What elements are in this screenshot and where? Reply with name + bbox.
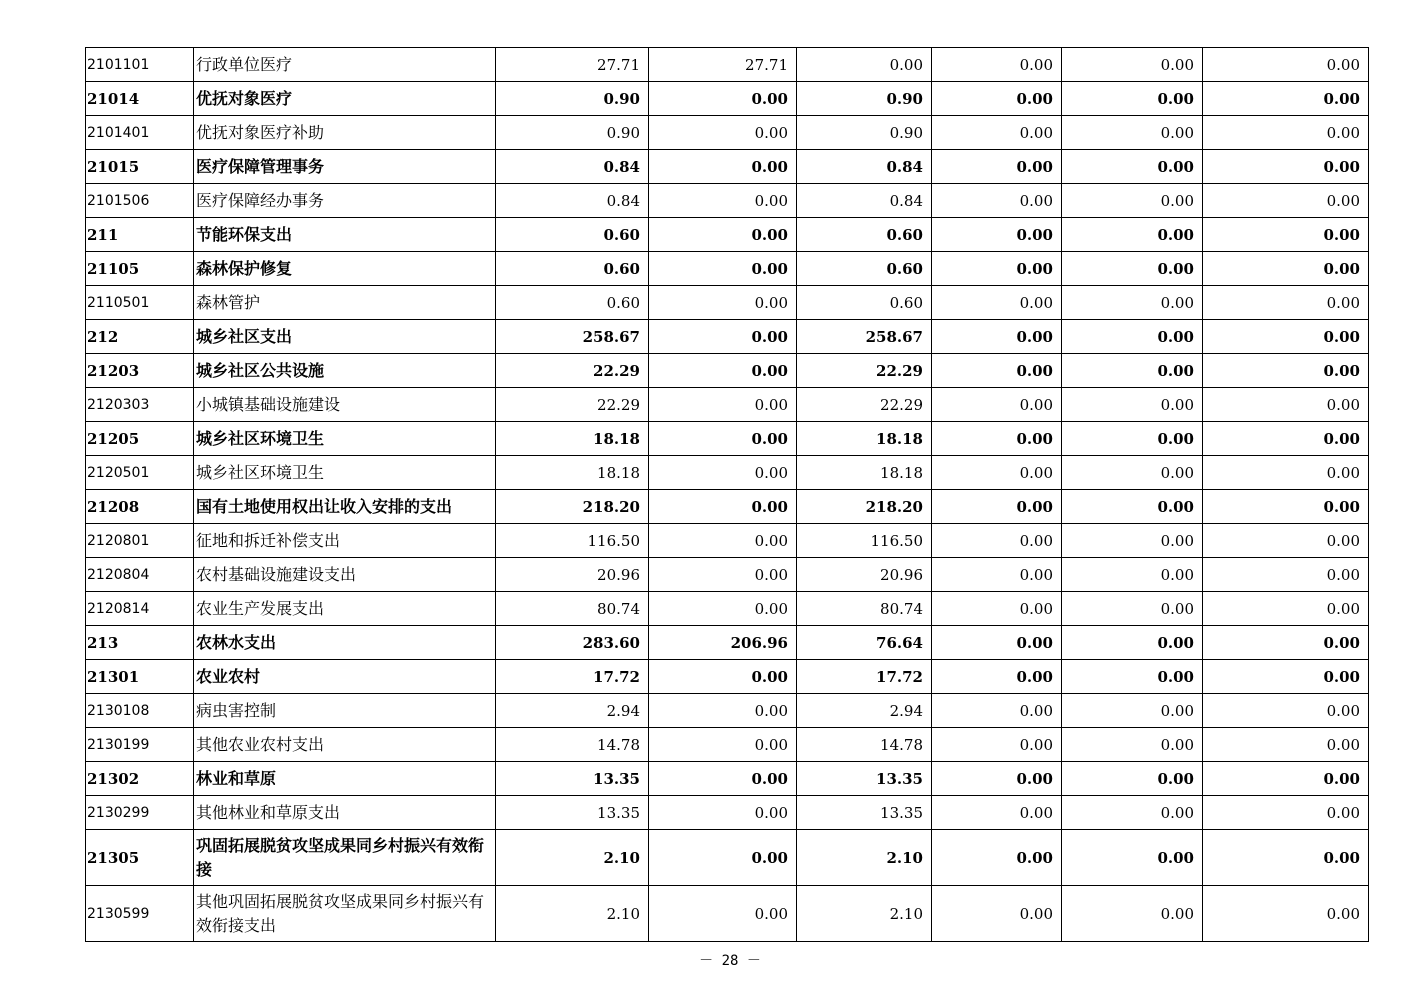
table-row: [86, 320, 1369, 354]
amount-cell: 2.10: [797, 830, 932, 886]
subject-code-cell: 2110501: [86, 286, 194, 320]
amount-cell: 0.84: [496, 184, 649, 218]
amount-cell: 0.00: [1203, 48, 1369, 82]
table-row: [86, 830, 1369, 886]
table-row: [86, 796, 1369, 830]
subject-code-cell: 213: [86, 626, 194, 660]
subject-code-cell: 21302: [86, 762, 194, 796]
amount-cell: 0.00: [932, 524, 1062, 558]
subject-name-cell: 农林水支出: [194, 626, 496, 660]
amount-cell: 0.00: [649, 184, 797, 218]
amount-cell: 0.00: [649, 524, 797, 558]
subject-code-cell: 21208: [86, 490, 194, 524]
amount-cell: 0.00: [932, 694, 1062, 728]
amount-cell: 22.29: [797, 354, 932, 388]
table-row: [86, 660, 1369, 694]
subject-name-cell: 城乡社区支出: [194, 320, 496, 354]
amount-cell: 0.00: [649, 762, 797, 796]
amount-cell: 0.00: [649, 82, 797, 116]
amount-cell: 0.00: [932, 796, 1062, 830]
amount-cell: 0.00: [1062, 82, 1203, 116]
subject-name-cell: 农业生产发展支出: [194, 592, 496, 626]
amount-cell: 0.00: [932, 218, 1062, 252]
subject-code-cell: 2101101: [86, 48, 194, 82]
amount-cell: 0.00: [649, 388, 797, 422]
amount-cell: 0.60: [797, 218, 932, 252]
amount-cell: 27.71: [649, 48, 797, 82]
amount-cell: 0.00: [1203, 422, 1369, 456]
table-row: [86, 422, 1369, 456]
amount-cell: 0.00: [932, 592, 1062, 626]
amount-cell: 0.00: [1062, 626, 1203, 660]
subject-name-cell: 征地和拆迁补偿支出: [194, 524, 496, 558]
subject-code-cell: 2120804: [86, 558, 194, 592]
table-row: [86, 762, 1369, 796]
amount-cell: 0.00: [1062, 694, 1203, 728]
amount-cell: 0.00: [932, 252, 1062, 286]
subject-code-cell: 2120801: [86, 524, 194, 558]
amount-cell: 116.50: [496, 524, 649, 558]
amount-cell: 13.35: [496, 762, 649, 796]
amount-cell: 0.00: [1203, 456, 1369, 490]
amount-cell: 0.00: [1203, 116, 1369, 150]
amount-cell: 0.90: [797, 116, 932, 150]
amount-cell: 0.00: [649, 592, 797, 626]
amount-cell: 0.00: [649, 116, 797, 150]
amount-cell: 0.90: [496, 82, 649, 116]
amount-cell: 0.00: [649, 354, 797, 388]
amount-cell: 0.00: [649, 558, 797, 592]
amount-cell: 0.00: [1203, 558, 1369, 592]
amount-cell: 22.29: [797, 388, 932, 422]
table-row: [86, 456, 1369, 490]
subject-code-cell: 2101401: [86, 116, 194, 150]
subject-code-cell: 21105: [86, 252, 194, 286]
amount-cell: 0.00: [1062, 422, 1203, 456]
subject-name-cell: 其他农业农村支出: [194, 728, 496, 762]
amount-cell: 0.00: [932, 728, 1062, 762]
page-number: － 28 －: [699, 953, 761, 969]
amount-cell: 0.00: [932, 116, 1062, 150]
amount-cell: 0.00: [1062, 218, 1203, 252]
amount-cell: 0.00: [1203, 796, 1369, 830]
amount-cell: 0.00: [1203, 252, 1369, 286]
amount-cell: 0.90: [496, 116, 649, 150]
amount-cell: 0.00: [932, 150, 1062, 184]
subject-name-cell: 农业农村: [194, 660, 496, 694]
amount-cell: 0.00: [1062, 886, 1203, 942]
subject-code-cell: 21305: [86, 830, 194, 886]
table-row: [86, 116, 1369, 150]
subject-name-cell: 其他林业和草原支出: [194, 796, 496, 830]
amount-cell: 0.00: [649, 728, 797, 762]
amount-cell: 0.00: [1062, 320, 1203, 354]
amount-cell: 0.00: [932, 184, 1062, 218]
amount-cell: 0.00: [649, 886, 797, 942]
subject-name-cell: 国有土地使用权出让收入安排的支出: [194, 490, 496, 524]
table-row: [86, 558, 1369, 592]
amount-cell: 80.74: [797, 592, 932, 626]
amount-cell: 17.72: [797, 660, 932, 694]
subject-name-cell: 森林管护: [194, 286, 496, 320]
subject-code-cell: 21015: [86, 150, 194, 184]
subject-name-cell: 医疗保障经办事务: [194, 184, 496, 218]
amount-cell: 0.00: [932, 388, 1062, 422]
amount-cell: 0.00: [932, 82, 1062, 116]
subject-name-cell: 小城镇基础设施建设: [194, 388, 496, 422]
amount-cell: 13.35: [797, 796, 932, 830]
subject-code-cell: 2120814: [86, 592, 194, 626]
amount-cell: 18.18: [797, 422, 932, 456]
amount-cell: 0.00: [1062, 456, 1203, 490]
amount-cell: 76.64: [797, 626, 932, 660]
subject-name-cell: 其他巩固拓展脱贫攻坚成果同乡村振兴有效衔接支出: [194, 886, 496, 942]
table-row: [86, 184, 1369, 218]
amount-cell: 0.60: [496, 252, 649, 286]
table-row: [86, 150, 1369, 184]
amount-cell: 2.10: [496, 830, 649, 886]
subject-code-cell: 2120303: [86, 388, 194, 422]
table-row: [86, 286, 1369, 320]
table-row: [86, 354, 1369, 388]
subject-name-cell: 城乡社区环境卫生: [194, 422, 496, 456]
table-row: [86, 886, 1369, 942]
subject-name-cell: 优抚对象医疗: [194, 82, 496, 116]
subject-name-cell: 节能环保支出: [194, 218, 496, 252]
amount-cell: 0.60: [496, 286, 649, 320]
amount-cell: 0.00: [1203, 830, 1369, 886]
amount-cell: 0.00: [1062, 388, 1203, 422]
amount-cell: 0.00: [649, 218, 797, 252]
amount-cell: 0.00: [1203, 524, 1369, 558]
amount-cell: 0.00: [1062, 592, 1203, 626]
budget-table: [85, 47, 1369, 942]
amount-cell: 283.60: [496, 626, 649, 660]
amount-cell: 258.67: [496, 320, 649, 354]
subject-name-cell: 病虫害控制: [194, 694, 496, 728]
amount-cell: 0.00: [1203, 626, 1369, 660]
subject-code-cell: 21205: [86, 422, 194, 456]
amount-cell: 0.00: [1062, 184, 1203, 218]
amount-cell: 0.00: [1203, 762, 1369, 796]
table-row: [86, 218, 1369, 252]
amount-cell: 0.00: [1062, 728, 1203, 762]
amount-cell: 0.00: [649, 286, 797, 320]
amount-cell: 0.00: [932, 762, 1062, 796]
subject-name-cell: 医疗保障管理事务: [194, 150, 496, 184]
amount-cell: 0.00: [932, 558, 1062, 592]
amount-cell: 80.74: [496, 592, 649, 626]
amount-cell: 116.50: [797, 524, 932, 558]
amount-cell: 0.00: [1062, 660, 1203, 694]
amount-cell: 0.00: [1203, 694, 1369, 728]
table-row: [86, 252, 1369, 286]
amount-cell: 0.84: [496, 150, 649, 184]
amount-cell: 0.00: [932, 320, 1062, 354]
table-row: [86, 592, 1369, 626]
amount-cell: 0.00: [932, 422, 1062, 456]
subject-code-cell: 2130599: [86, 886, 194, 942]
amount-cell: 0.00: [1203, 320, 1369, 354]
subject-code-cell: 2130299: [86, 796, 194, 830]
amount-cell: 0.00: [932, 660, 1062, 694]
amount-cell: 0.00: [1062, 830, 1203, 886]
amount-cell: 0.00: [649, 150, 797, 184]
subject-code-cell: 211: [86, 218, 194, 252]
amount-cell: 2.94: [797, 694, 932, 728]
table-row: [86, 626, 1369, 660]
amount-cell: 0.00: [1062, 762, 1203, 796]
table-body: [86, 48, 1369, 942]
amount-cell: 22.29: [496, 388, 649, 422]
amount-cell: 0.00: [1062, 354, 1203, 388]
subject-name-cell: 农村基础设施建设支出: [194, 558, 496, 592]
amount-cell: 0.00: [1203, 490, 1369, 524]
amount-cell: 0.00: [932, 354, 1062, 388]
amount-cell: 0.00: [1203, 218, 1369, 252]
amount-cell: 0.00: [649, 456, 797, 490]
amount-cell: 0.00: [1062, 286, 1203, 320]
amount-cell: 27.71: [496, 48, 649, 82]
amount-cell: 0.00: [1062, 116, 1203, 150]
subject-code-cell: 21301: [86, 660, 194, 694]
amount-cell: 0.00: [649, 830, 797, 886]
table-row: [86, 728, 1369, 762]
amount-cell: 206.96: [649, 626, 797, 660]
amount-cell: 0.00: [932, 286, 1062, 320]
table-row: [86, 48, 1369, 82]
amount-cell: 0.60: [797, 286, 932, 320]
amount-cell: 13.35: [797, 762, 932, 796]
amount-cell: 2.10: [797, 886, 932, 942]
amount-cell: 0.00: [1062, 252, 1203, 286]
amount-cell: 0.00: [932, 626, 1062, 660]
amount-cell: 0.00: [1203, 886, 1369, 942]
amount-cell: 0.00: [1062, 48, 1203, 82]
amount-cell: 0.84: [797, 150, 932, 184]
subject-code-cell: 2130199: [86, 728, 194, 762]
amount-cell: 0.00: [932, 886, 1062, 942]
table-row: [86, 694, 1369, 728]
subject-code-cell: 2130108: [86, 694, 194, 728]
amount-cell: 22.29: [496, 354, 649, 388]
amount-cell: 0.00: [649, 660, 797, 694]
amount-cell: 0.00: [649, 422, 797, 456]
subject-code-cell: 212: [86, 320, 194, 354]
amount-cell: 14.78: [797, 728, 932, 762]
amount-cell: 0.00: [1062, 490, 1203, 524]
amount-cell: 2.10: [496, 886, 649, 942]
table-row: [86, 490, 1369, 524]
amount-cell: 0.84: [797, 184, 932, 218]
amount-cell: 20.96: [797, 558, 932, 592]
subject-name-cell: 巩固拓展脱贫攻坚成果同乡村振兴有效衔接: [194, 830, 496, 886]
amount-cell: 0.00: [1203, 150, 1369, 184]
amount-cell: 0.00: [1203, 388, 1369, 422]
amount-cell: 0.90: [797, 82, 932, 116]
amount-cell: 18.18: [797, 456, 932, 490]
amount-cell: 0.00: [932, 490, 1062, 524]
amount-cell: 18.18: [496, 456, 649, 490]
amount-cell: 0.00: [1203, 354, 1369, 388]
amount-cell: 0.00: [1203, 592, 1369, 626]
subject-code-cell: 2101506: [86, 184, 194, 218]
amount-cell: 218.20: [496, 490, 649, 524]
amount-cell: 0.00: [1062, 796, 1203, 830]
amount-cell: 0.00: [649, 796, 797, 830]
subject-code-cell: 2120501: [86, 456, 194, 490]
amount-cell: 0.00: [1203, 660, 1369, 694]
amount-cell: 218.20: [797, 490, 932, 524]
amount-cell: 0.00: [1062, 524, 1203, 558]
amount-cell: 0.00: [932, 456, 1062, 490]
amount-cell: 258.67: [797, 320, 932, 354]
amount-cell: 0.00: [649, 694, 797, 728]
amount-cell: 0.60: [797, 252, 932, 286]
table-row: [86, 388, 1369, 422]
subject-name-cell: 林业和草原: [194, 762, 496, 796]
amount-cell: 0.00: [1203, 728, 1369, 762]
amount-cell: 14.78: [496, 728, 649, 762]
amount-cell: 0.00: [1203, 82, 1369, 116]
amount-cell: 2.94: [496, 694, 649, 728]
amount-cell: 20.96: [496, 558, 649, 592]
amount-cell: 0.00: [649, 252, 797, 286]
amount-cell: 0.00: [1203, 184, 1369, 218]
subject-name-cell: 优抚对象医疗补助: [194, 116, 496, 150]
amount-cell: 0.00: [932, 48, 1062, 82]
subject-name-cell: 城乡社区公共设施: [194, 354, 496, 388]
subject-name-cell: 森林保护修复: [194, 252, 496, 286]
amount-cell: 13.35: [496, 796, 649, 830]
subject-code-cell: 21014: [86, 82, 194, 116]
amount-cell: 18.18: [496, 422, 649, 456]
amount-cell: 0.00: [797, 48, 932, 82]
amount-cell: 0.00: [649, 490, 797, 524]
subject-name-cell: 城乡社区环境卫生: [194, 456, 496, 490]
amount-cell: 17.72: [496, 660, 649, 694]
amount-cell: 0.00: [932, 830, 1062, 886]
amount-cell: 0.00: [1203, 286, 1369, 320]
table-row: [86, 82, 1369, 116]
amount-cell: 0.00: [649, 320, 797, 354]
amount-cell: 0.00: [1062, 150, 1203, 184]
amount-cell: 0.60: [496, 218, 649, 252]
table-row: [86, 524, 1369, 558]
amount-cell: 0.00: [1062, 558, 1203, 592]
subject-code-cell: 21203: [86, 354, 194, 388]
subject-name-cell: 行政单位医疗: [194, 48, 496, 82]
